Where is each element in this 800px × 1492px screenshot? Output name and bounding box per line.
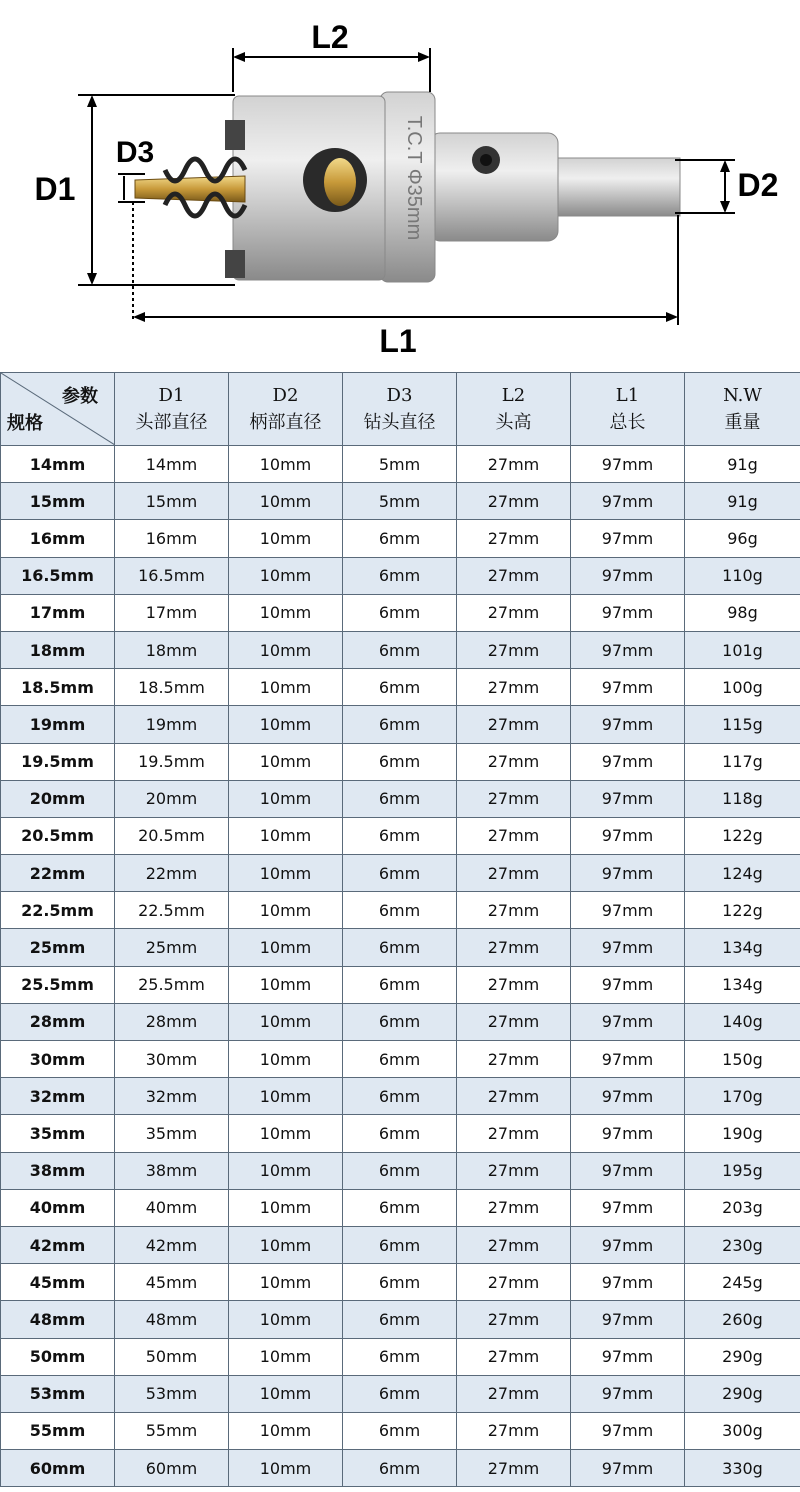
cell-d2: 10mm <box>229 1301 343 1338</box>
cell-l1: 97mm <box>571 743 685 780</box>
cell-d2: 10mm <box>229 631 343 668</box>
table-row <box>1 743 800 780</box>
cell-d2: 10mm <box>229 446 343 483</box>
table-row <box>1 631 800 668</box>
cell-d3: 6mm <box>343 966 457 1003</box>
cell-nw: 330g <box>685 1450 800 1487</box>
table-row <box>1 483 800 520</box>
cell-l1: 97mm <box>571 1189 685 1226</box>
cell-spec: 25mm <box>1 929 115 966</box>
cell-l1: 97mm <box>571 1078 685 1115</box>
cell-l2: 27mm <box>457 594 571 631</box>
cell-d2: 10mm <box>229 594 343 631</box>
cell-nw: 290g <box>685 1338 800 1375</box>
cell-nw: 190g <box>685 1115 800 1152</box>
table-row <box>1 706 800 743</box>
cell-l2: 27mm <box>457 1338 571 1375</box>
cell-nw: 230g <box>685 1226 800 1263</box>
table-row <box>1 1152 800 1189</box>
cell-l2: 27mm <box>457 1078 571 1115</box>
column-code: L2 <box>501 385 526 406</box>
engraving-text: T.C.T Φ35mm <box>403 115 425 241</box>
table-row <box>1 1412 800 1449</box>
cell-d2: 10mm <box>229 966 343 1003</box>
cell-l1: 97mm <box>571 631 685 668</box>
cell-spec: 55mm <box>1 1412 115 1449</box>
l2-label: L2 <box>311 19 349 55</box>
cell-l1: 97mm <box>571 1041 685 1078</box>
cell-spec: 19.5mm <box>1 743 115 780</box>
cell-d3: 6mm <box>343 669 457 706</box>
cell-d1: 15mm <box>115 483 229 520</box>
table-row <box>1 892 800 929</box>
cell-d2: 10mm <box>229 780 343 817</box>
cell-l2: 27mm <box>457 743 571 780</box>
cell-d1: 53mm <box>115 1375 229 1412</box>
cell-d1: 22.5mm <box>115 892 229 929</box>
cell-d2: 10mm <box>229 743 343 780</box>
cell-nw: 195g <box>685 1152 800 1189</box>
corner-header-top: 参数 <box>62 386 98 407</box>
cell-l1: 97mm <box>571 594 685 631</box>
cell-d3: 6mm <box>343 1301 457 1338</box>
cell-d2: 10mm <box>229 1226 343 1263</box>
table-row <box>1 669 800 706</box>
cell-d3: 6mm <box>343 1412 457 1449</box>
cell-d1: 32mm <box>115 1078 229 1115</box>
cell-l2: 27mm <box>457 1115 571 1152</box>
cell-spec: 28mm <box>1 1003 115 1040</box>
cell-d3: 6mm <box>343 1450 457 1487</box>
cell-d3: 6mm <box>343 1115 457 1152</box>
column-code: D2 <box>272 385 299 406</box>
cell-d2: 10mm <box>229 855 343 892</box>
column-name: 钻头直径 <box>363 412 436 433</box>
cell-l2: 27mm <box>457 1301 571 1338</box>
table-row <box>1 1189 800 1226</box>
cell-l1: 97mm <box>571 1375 685 1412</box>
column-code: L1 <box>615 385 640 406</box>
cell-l2: 27mm <box>457 706 571 743</box>
cell-d1: 14mm <box>115 446 229 483</box>
cell-spec: 35mm <box>1 1115 115 1152</box>
cell-d1: 20.5mm <box>115 817 229 854</box>
cell-d3: 6mm <box>343 1226 457 1263</box>
cell-nw: 98g <box>685 594 800 631</box>
cell-nw: 140g <box>685 1003 800 1040</box>
cell-d1: 17mm <box>115 594 229 631</box>
cell-d2: 10mm <box>229 669 343 706</box>
cell-d1: 60mm <box>115 1450 229 1487</box>
table-row <box>1 1375 800 1412</box>
table-header-row <box>1 373 800 446</box>
column-code: D3 <box>386 385 413 406</box>
cell-l2: 27mm <box>457 1412 571 1449</box>
column-header-l1 <box>571 373 685 446</box>
cell-nw: 290g <box>685 1375 800 1412</box>
cell-spec: 15mm <box>1 483 115 520</box>
cell-l2: 27mm <box>457 1003 571 1040</box>
cell-l2: 27mm <box>457 1375 571 1412</box>
cell-l2: 27mm <box>457 929 571 966</box>
cell-spec: 53mm <box>1 1375 115 1412</box>
column-code: N.W <box>723 385 762 406</box>
cell-l1: 97mm <box>571 1115 685 1152</box>
cell-d3: 6mm <box>343 1375 457 1412</box>
cell-nw: 101g <box>685 631 800 668</box>
cell-d3: 6mm <box>343 892 457 929</box>
cell-nw: 91g <box>685 483 800 520</box>
cell-d2: 10mm <box>229 892 343 929</box>
cell-l1: 97mm <box>571 483 685 520</box>
cell-l1: 97mm <box>571 855 685 892</box>
column-header-d2 <box>229 373 343 446</box>
cell-spec: 19mm <box>1 706 115 743</box>
hole-saw-image <box>135 92 680 282</box>
cell-d1: 42mm <box>115 1226 229 1263</box>
cell-l2: 27mm <box>457 1450 571 1487</box>
cell-spec: 48mm <box>1 1301 115 1338</box>
cell-d3: 6mm <box>343 1003 457 1040</box>
cell-d1: 16.5mm <box>115 557 229 594</box>
cell-d3: 6mm <box>343 520 457 557</box>
cell-d3: 6mm <box>343 631 457 668</box>
cell-d3: 5mm <box>343 483 457 520</box>
cell-l2: 27mm <box>457 1152 571 1189</box>
cell-d3: 6mm <box>343 743 457 780</box>
cell-nw: 122g <box>685 892 800 929</box>
cell-l2: 27mm <box>457 1041 571 1078</box>
cell-d1: 30mm <box>115 1041 229 1078</box>
cell-d1: 22mm <box>115 855 229 892</box>
table-body <box>1 446 800 1487</box>
cell-l1: 97mm <box>571 966 685 1003</box>
cell-d1: 48mm <box>115 1301 229 1338</box>
cell-d2: 10mm <box>229 483 343 520</box>
cell-nw: 91g <box>685 446 800 483</box>
cell-l1: 97mm <box>571 892 685 929</box>
cell-d2: 10mm <box>229 520 343 557</box>
cell-d1: 20mm <box>115 780 229 817</box>
cell-nw: 124g <box>685 855 800 892</box>
cell-d3: 6mm <box>343 1189 457 1226</box>
column-code: D1 <box>158 385 185 406</box>
cell-l1: 97mm <box>571 706 685 743</box>
cell-d1: 19.5mm <box>115 743 229 780</box>
cell-l1: 97mm <box>571 1412 685 1449</box>
cell-nw: 300g <box>685 1412 800 1449</box>
cell-d2: 10mm <box>229 1375 343 1412</box>
cell-spec: 45mm <box>1 1264 115 1301</box>
cell-d3: 6mm <box>343 817 457 854</box>
cell-d3: 6mm <box>343 1338 457 1375</box>
cell-l2: 27mm <box>457 1226 571 1263</box>
cell-d2: 10mm <box>229 706 343 743</box>
cell-d1: 55mm <box>115 1412 229 1449</box>
cell-spec: 22mm <box>1 855 115 892</box>
column-name: 头部直径 <box>135 412 208 433</box>
cell-spec: 32mm <box>1 1078 115 1115</box>
cell-d2: 10mm <box>229 1041 343 1078</box>
cell-l2: 27mm <box>457 1264 571 1301</box>
cell-nw: 96g <box>685 520 800 557</box>
table-row <box>1 1115 800 1152</box>
cell-l1: 97mm <box>571 1338 685 1375</box>
cell-d1: 35mm <box>115 1115 229 1152</box>
cell-l2: 27mm <box>457 892 571 929</box>
table-row <box>1 1264 800 1301</box>
cell-d1: 16mm <box>115 520 229 557</box>
d3-label: D3 <box>115 136 155 169</box>
cell-d3: 6mm <box>343 594 457 631</box>
cell-spec: 50mm <box>1 1338 115 1375</box>
cell-d1: 50mm <box>115 1338 229 1375</box>
cell-l1: 97mm <box>571 557 685 594</box>
table-row <box>1 855 800 892</box>
cell-nw: 115g <box>685 706 800 743</box>
cell-l2: 27mm <box>457 855 571 892</box>
table-row <box>1 1226 800 1263</box>
cell-spec: 25.5mm <box>1 966 115 1003</box>
column-header-nw <box>685 373 800 446</box>
cell-nw: 150g <box>685 1041 800 1078</box>
table-row <box>1 1041 800 1078</box>
cell-d2: 10mm <box>229 1450 343 1487</box>
cell-l2: 27mm <box>457 817 571 854</box>
cell-l2: 27mm <box>457 631 571 668</box>
cell-spec: 14mm <box>1 446 115 483</box>
cell-d1: 19mm <box>115 706 229 743</box>
cell-l1: 97mm <box>571 1301 685 1338</box>
cell-d1: 25.5mm <box>115 966 229 1003</box>
cell-d2: 10mm <box>229 1115 343 1152</box>
cell-d2: 10mm <box>229 1338 343 1375</box>
cell-spec: 18mm <box>1 631 115 668</box>
cell-nw: 260g <box>685 1301 800 1338</box>
table-row <box>1 1338 800 1375</box>
cell-spec: 42mm <box>1 1226 115 1263</box>
cell-l1: 97mm <box>571 1264 685 1301</box>
cell-d2: 10mm <box>229 1189 343 1226</box>
cell-l1: 97mm <box>571 1226 685 1263</box>
cell-d3: 6mm <box>343 706 457 743</box>
cell-d2: 10mm <box>229 1078 343 1115</box>
cell-d2: 10mm <box>229 1152 343 1189</box>
cell-l1: 97mm <box>571 1003 685 1040</box>
cell-d1: 25mm <box>115 929 229 966</box>
cell-l2: 27mm <box>457 520 571 557</box>
corner-header-cell <box>1 373 115 446</box>
table-row <box>1 1078 800 1115</box>
l1-label: L1 <box>379 323 417 359</box>
cell-d2: 10mm <box>229 817 343 854</box>
cell-spec: 16mm <box>1 520 115 557</box>
column-name: 柄部直径 <box>249 412 322 433</box>
cell-nw: 118g <box>685 780 800 817</box>
cell-l2: 27mm <box>457 446 571 483</box>
cell-l2: 27mm <box>457 1189 571 1226</box>
cell-d1: 18mm <box>115 631 229 668</box>
cell-nw: 134g <box>685 929 800 966</box>
cell-d2: 10mm <box>229 1412 343 1449</box>
cell-d1: 40mm <box>115 1189 229 1226</box>
cell-spec: 17mm <box>1 594 115 631</box>
table-row <box>1 520 800 557</box>
table-row <box>1 1450 800 1487</box>
cell-l2: 27mm <box>457 483 571 520</box>
cell-d3: 6mm <box>343 557 457 594</box>
table-row <box>1 780 800 817</box>
cell-l2: 27mm <box>457 669 571 706</box>
cell-nw: 170g <box>685 1078 800 1115</box>
cell-d2: 10mm <box>229 1003 343 1040</box>
cell-d3: 6mm <box>343 1152 457 1189</box>
cell-l1: 97mm <box>571 817 685 854</box>
cell-spec: 18.5mm <box>1 669 115 706</box>
table-row <box>1 929 800 966</box>
cell-spec: 40mm <box>1 1189 115 1226</box>
cell-l1: 97mm <box>571 669 685 706</box>
cell-l2: 27mm <box>457 966 571 1003</box>
cell-nw: 122g <box>685 817 800 854</box>
cell-d1: 18.5mm <box>115 669 229 706</box>
cell-l1: 97mm <box>571 520 685 557</box>
cell-spec: 20mm <box>1 780 115 817</box>
cell-nw: 100g <box>685 669 800 706</box>
cell-d1: 28mm <box>115 1003 229 1040</box>
cell-d3: 6mm <box>343 929 457 966</box>
cell-l1: 97mm <box>571 929 685 966</box>
table-row <box>1 594 800 631</box>
cell-d3: 6mm <box>343 855 457 892</box>
cell-d3: 6mm <box>343 1264 457 1301</box>
column-header-d3 <box>343 373 457 446</box>
cell-l2: 27mm <box>457 557 571 594</box>
hole-saw-dimension-diagram <box>0 0 800 372</box>
cell-spec: 22.5mm <box>1 892 115 929</box>
cell-spec: 16.5mm <box>1 557 115 594</box>
cell-l2: 27mm <box>457 780 571 817</box>
cell-d2: 10mm <box>229 1264 343 1301</box>
cell-spec: 38mm <box>1 1152 115 1189</box>
column-header-l2 <box>457 373 571 446</box>
cell-d1: 38mm <box>115 1152 229 1189</box>
cell-d1: 45mm <box>115 1264 229 1301</box>
cell-spec: 30mm <box>1 1041 115 1078</box>
cell-d3: 6mm <box>343 1078 457 1115</box>
column-name: 头高 <box>495 412 532 433</box>
table-row <box>1 446 800 483</box>
cell-d3: 6mm <box>343 780 457 817</box>
column-header-d1 <box>115 373 229 446</box>
cell-d3: 6mm <box>343 1041 457 1078</box>
cell-l1: 97mm <box>571 1450 685 1487</box>
column-name: 总长 <box>609 412 646 433</box>
cell-nw: 203g <box>685 1189 800 1226</box>
d2-label: D2 <box>737 167 779 203</box>
corner-header-bottom: 规格 <box>7 413 43 434</box>
cell-nw: 134g <box>685 966 800 1003</box>
table-row <box>1 557 800 594</box>
table-row <box>1 966 800 1003</box>
d1-label: D1 <box>34 171 76 207</box>
cell-l1: 97mm <box>571 446 685 483</box>
cell-d3: 5mm <box>343 446 457 483</box>
cell-nw: 117g <box>685 743 800 780</box>
column-name: 重量 <box>724 412 761 433</box>
table-row <box>1 1003 800 1040</box>
cell-d2: 10mm <box>229 557 343 594</box>
cell-d2: 10mm <box>229 929 343 966</box>
cell-nw: 245g <box>685 1264 800 1301</box>
spec-table <box>0 372 800 1487</box>
table-row <box>1 1301 800 1338</box>
table-row <box>1 817 800 854</box>
cell-spec: 60mm <box>1 1450 115 1487</box>
cell-l1: 97mm <box>571 780 685 817</box>
cell-l1: 97mm <box>571 1152 685 1189</box>
cell-nw: 110g <box>685 557 800 594</box>
cell-spec: 20.5mm <box>1 817 115 854</box>
